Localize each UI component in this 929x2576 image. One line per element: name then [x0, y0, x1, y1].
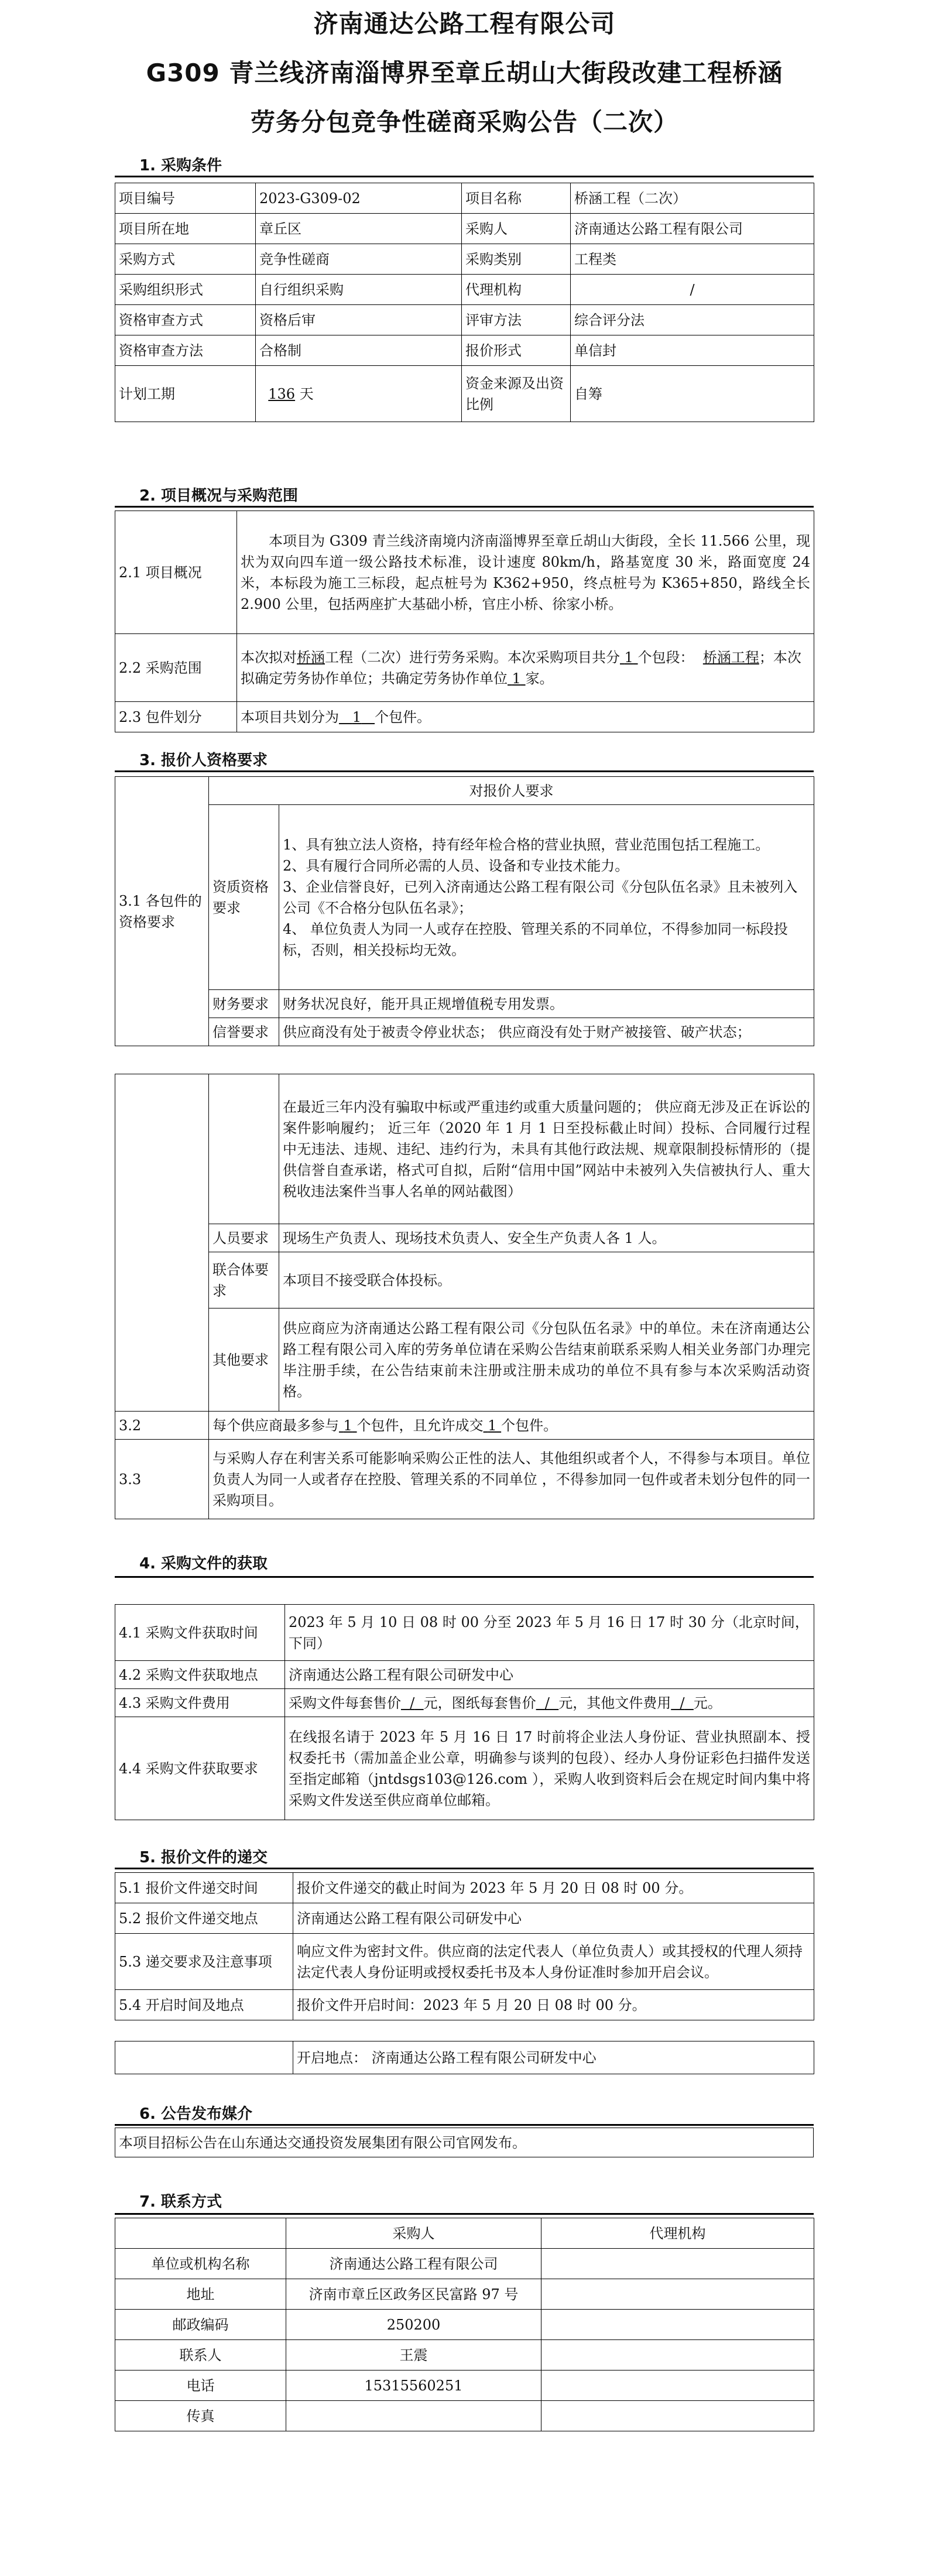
project-overview-text: 本项目为 G309 青兰线济南境内济南淄博界至章丘胡山大街段，全长 11.566 公里，现状为双向四车道一级公路技术标准，设计速度 80km/h，路基宽度 30 米，路面宽度 24 米，本标段为施工三标段，起点桩号为 K362+950，终点桩号为 K365+850，路线全长 2.900 公里，包括两座扩大基础小桥，官庄小桥、徐家小桥。 — [237, 511, 814, 634]
company-title: 济南通达公路工程有限公司 — [313, 9, 616, 38]
table-row — [115, 2371, 814, 2401]
text: 采购文件每套售价 — [289, 1694, 401, 1711]
table-row — [115, 275, 814, 305]
field-label: 项目所在地 — [115, 214, 256, 244]
field-label: 4.4 采购文件获取要求 — [115, 1717, 285, 1820]
table-row — [115, 1934, 814, 1990]
divider — [115, 176, 814, 177]
blank-cell — [209, 1074, 279, 1224]
table-row — [115, 1412, 814, 1440]
text: 元，图纸每套售价 — [423, 1694, 536, 1711]
field-value — [541, 2371, 814, 2401]
table-row — [115, 777, 814, 805]
underlined-value: 1 — [488, 1417, 497, 1434]
table-row — [115, 1990, 814, 2020]
field-label: 传真 — [115, 2401, 286, 2431]
table-row — [115, 1689, 814, 1717]
table-row — [115, 1440, 814, 1519]
divider — [115, 2124, 814, 2126]
field-value: 财务状况良好，能开具正规增值税专用发票。 — [279, 990, 814, 1018]
table-row — [115, 305, 814, 335]
field-label: 地址 — [115, 2279, 286, 2310]
text: 元。 — [693, 1694, 722, 1711]
field-value: 王震 — [286, 2340, 541, 2371]
field-label: 信誉要求 — [209, 1018, 279, 1046]
underlined-value: / — [544, 1694, 550, 1711]
contact-table — [115, 2218, 814, 2431]
field-label: 其他要求 — [209, 1308, 279, 1412]
list-item: 1、具有独立法人资格，持有经年检合格的营业执照，营业范围包括工程施工。 — [283, 836, 770, 853]
field-label: 评审方法 — [462, 305, 571, 335]
table-row — [115, 2340, 814, 2371]
field-value: 竞争性磋商 — [256, 244, 462, 275]
field-value: 响应文件为密封文件。供应商的法定代表人（单位负责人）或其授权的代理人须持法定代表人身份证明或授权委托书及本人身份证准时参加开启会议。 — [293, 1934, 814, 1990]
field-value: 济南通达公路工程有限公司 — [286, 2249, 541, 2279]
field-label: 资质资格要求 — [209, 805, 279, 990]
table-header: 代理机构 — [541, 2218, 814, 2249]
table-row — [115, 2279, 814, 2310]
text: 个包件。 — [375, 708, 431, 725]
text: 个包件。 — [501, 1417, 558, 1434]
field-value — [286, 2401, 541, 2431]
unit: 天 — [299, 385, 314, 402]
divider — [115, 770, 814, 772]
field-label: 5.4 开启时间及地点 — [115, 1990, 293, 2020]
divider — [115, 1576, 814, 1578]
notice-title: 劳务分包竞争性磋商采购公告（二次） — [250, 108, 678, 136]
list-item: 2、具有履行合同所必需的人员、设备和专业技术能力。 — [283, 857, 629, 874]
field-value: 供应商应为济南通达公路工程有限公司《分包队伍名录》中的单位。未在济南通达公路工程有限公司入库的劳务单位请在采购公告结束前联系采购人相关业务部门办理完毕注册手续，在公告结束前未注册或注册未成功的单位不具有参与本次采购活动资格。 — [279, 1308, 814, 1412]
project-title: G309 青兰线济南淄博界至章丘胡山大街段改建工程桥涵 — [146, 59, 783, 87]
field-value: 资格后审 — [256, 305, 462, 335]
field-value: 合格制 — [256, 335, 462, 366]
table-row — [115, 990, 814, 1018]
table-row — [115, 335, 814, 366]
field-value: 本项目招标公告在山东通达交通投资发展集团有限公司官网发布。 — [115, 2128, 814, 2157]
opening-location-table — [115, 2041, 814, 2074]
underlined-value: 1 — [624, 649, 633, 666]
field-value: 与采购人存在利害关系可能影响采购公正性的法人、其他组织或者个人，不得参与本项目。单位负责人为同一人或者存在控股、管理关系的不同单位 ，不得参加同一包件或者未划分包件的同一采购项目。 — [209, 1440, 814, 1519]
text: 个包件，且允许成交 — [356, 1417, 484, 1434]
divider — [115, 506, 814, 508]
duration-days: 136 — [268, 385, 296, 402]
section-1-heading: 1. 采购条件 — [139, 157, 222, 174]
field-label: 邮政编码 — [115, 2310, 286, 2340]
field-value: 自筹 — [571, 366, 814, 422]
table-row — [115, 1308, 814, 1412]
table-row — [115, 1224, 814, 1252]
table-row — [115, 2310, 814, 2340]
text: 个包段： — [637, 649, 694, 666]
table-row — [115, 702, 814, 732]
field-label: 3.3 — [115, 1440, 209, 1519]
table-header — [115, 2218, 286, 2249]
table-row — [115, 511, 814, 634]
field-label: 资金来源及出资比例 — [462, 366, 571, 422]
field-label: 2.2 采购范围 — [115, 634, 237, 702]
field-value: 现场生产负责人、现场技术负责人、安全生产负责人各 1 人。 — [279, 1224, 814, 1252]
table-row — [115, 805, 814, 990]
table-header: 采购人 — [286, 2218, 541, 2249]
field-label: 4.1 采购文件获取时间 — [115, 1605, 285, 1661]
field-label: 3.2 — [115, 1412, 209, 1440]
underlined-value: 1 — [343, 1417, 352, 1434]
field-label: 单位或机构名称 — [115, 2249, 286, 2279]
table-row — [115, 634, 814, 702]
package-text — [237, 702, 814, 732]
field-value: 综合评分法 — [571, 305, 814, 335]
text: 本项目共划分为 — [241, 708, 339, 725]
field-value: 在线报名请于 2023 年 5 月 16 日 17 时前将企业法人身份证、营业执照副本、授权委托书（需加盖企业公章，明确参与谈判的包段）、经办人身份证彩色扫描件发送至指定邮箱（jntdsgs103@126.com ），采购人收到资料后会在规定时间内集中将采购文件发送至供应商单位邮箱。 — [285, 1717, 814, 1820]
field-value: 济南通达公路工程有限公司研发中心 — [293, 1903, 814, 1934]
field-value: 本项目不接受联合体投标。 — [279, 1252, 814, 1308]
text: 本次拟对 — [241, 649, 297, 666]
table-row — [115, 1717, 814, 1820]
section-5-heading: 5. 报价文件的递交 — [139, 1849, 268, 1866]
field-value — [541, 2340, 814, 2371]
table-row — [115, 366, 814, 422]
table-row — [115, 1903, 814, 1934]
field-label: 报价形式 — [462, 335, 571, 366]
table-row — [115, 214, 814, 244]
field-value: / — [571, 275, 814, 305]
field-value — [256, 366, 462, 422]
table-row — [115, 2128, 814, 2157]
field-value: 2023-G309-02 — [256, 183, 462, 214]
field-label: 采购人 — [462, 214, 571, 244]
table-row — [115, 1605, 814, 1661]
underlined-value: 桥涵工程 — [702, 649, 759, 666]
field-value — [541, 2249, 814, 2279]
field-label: 4.2 采购文件获取地点 — [115, 1661, 285, 1689]
purchase-conditions-table — [115, 183, 814, 422]
field-label: 联系人 — [115, 2340, 286, 2371]
media-table — [115, 2128, 814, 2157]
credit-requirements-continued: 在最近三年内没有骗取中标或严重违约或重大质量问题的； 供应商无涉及正在诉讼的案件影响履约； 近三年（2020 年 1 月 1 日至投标截止时间）投标、合同履行过程中无违法、违规、违纪、违约行为，未具有其他行政法规、规章限制投标情形的（提供信誉自查承诺，格式可自拟，后附“信用中国”网站中未被列入失信被执行人、重大税收违法案件当事人名单的网站截图） — [279, 1074, 814, 1224]
field-value — [541, 2279, 814, 2310]
project-overview-table — [115, 511, 814, 732]
list-item: 3、企业信誉良好，已列入济南通达公路工程有限公司《分包队伍名录》且未被列入公司《不合格分包队伍名录》； — [283, 878, 798, 916]
table-header: 对报价人要求 — [209, 777, 814, 805]
field-label: 2.3 包件划分 — [115, 702, 237, 732]
table-row — [115, 1074, 814, 1224]
text: 元，其他文件费用 — [558, 1694, 671, 1711]
text: 工程（二次）进行劳务采购。本次采购项目共分 — [325, 649, 620, 666]
field-label: 联合体要求 — [209, 1252, 279, 1308]
field-value: 单信封 — [571, 335, 814, 366]
text: 家。 — [525, 670, 554, 687]
field-value: 报价文件开启时间：2023 年 5 月 20 日 08 时 00 分。 — [293, 1990, 814, 2020]
divider — [115, 2213, 814, 2215]
divider — [115, 1868, 814, 1869]
table-row — [115, 1018, 814, 1046]
field-label: 资格审查方式 — [115, 305, 256, 335]
field-value: 工程类 — [571, 244, 814, 275]
field-value: 济南市章丘区政务区民富路 97 号 — [286, 2279, 541, 2310]
table-row — [115, 244, 814, 275]
field-label: 项目编号 — [115, 183, 256, 214]
section-4-heading: 4. 采购文件的获取 — [139, 1555, 268, 1573]
field-value: 济南通达公路工程有限公司 — [571, 214, 814, 244]
field-value: 自行组织采购 — [256, 275, 462, 305]
table-row — [115, 2401, 814, 2431]
field-label: 2.1 项目概况 — [115, 511, 237, 634]
field-value: 开启地点： 济南通达公路工程有限公司研发中心 — [293, 2041, 814, 2074]
section-7-heading: 7. 联系方式 — [139, 2193, 222, 2211]
qualification-label: 3.1 各包件的资格要求 — [115, 777, 209, 1046]
submission-table — [115, 1872, 814, 2020]
field-value — [209, 1412, 814, 1440]
qualification-list — [279, 805, 814, 990]
scope-text — [237, 634, 814, 702]
field-value: 供应商没有处于被责令停业状态； 供应商没有处于财产被接管、破产状态； — [279, 1018, 814, 1046]
section-6-heading: 6. 公告发布媒介 — [139, 2105, 253, 2123]
field-label: 计划工期 — [115, 366, 256, 422]
table-row — [115, 1252, 814, 1308]
field-value: 桥涵工程（二次） — [571, 183, 814, 214]
field-value: 2023 年 5 月 10 日 08 时 00 分至 2023 年 5 月 16 日 17 时 30 分（北京时间，下同） — [285, 1605, 814, 1661]
field-value — [285, 1689, 814, 1717]
field-label: 采购组织形式 — [115, 275, 256, 305]
field-label: 人员要求 — [209, 1224, 279, 1252]
field-label: 5.1 报价文件递交时间 — [115, 1873, 293, 1903]
text: 每个供应商最多参与 — [212, 1417, 339, 1434]
field-label: 电话 — [115, 2371, 286, 2401]
field-value: 济南通达公路工程有限公司研发中心 — [285, 1661, 814, 1689]
field-label: 代理机构 — [462, 275, 571, 305]
field-value: 报价文件递交的截止时间为 2023 年 5 月 20 日 08 时 00 分。 — [293, 1873, 814, 1903]
table-row — [115, 2218, 814, 2249]
qualification-table-continued — [115, 1074, 814, 1519]
table-row — [115, 183, 814, 214]
qualification-table — [115, 776, 814, 1046]
text: ；本次拟确定劳务协作单位；共确定劳务协作单位 — [241, 649, 801, 687]
field-label: 采购方式 — [115, 244, 256, 275]
document-acquisition-table — [115, 1604, 814, 1820]
field-label: 采购类别 — [462, 244, 571, 275]
table-row — [115, 1873, 814, 1903]
field-label: 5.2 报价文件递交地点 — [115, 1903, 293, 1934]
list-item: 4、 单位负责人为同一人或存在控股、管理关系的不同单位，不得参加同一标段投标，否则，相关投标均无效。 — [283, 920, 788, 958]
section-3-heading: 3. 报价人资格要求 — [139, 752, 268, 769]
section-2-heading: 2. 项目概况与采购范围 — [139, 487, 299, 505]
field-value: 250200 — [286, 2310, 541, 2340]
blank-cell — [115, 1074, 209, 1412]
field-label: 4.3 采购文件费用 — [115, 1689, 285, 1717]
field-value — [541, 2310, 814, 2340]
underlined-value: 1 — [352, 708, 362, 725]
blank-cell — [115, 2041, 293, 2074]
table-row — [115, 2041, 814, 2074]
field-value — [541, 2401, 814, 2431]
underlined-value: 1 — [512, 670, 521, 687]
field-value: 15315560251 — [286, 2371, 541, 2401]
underlined-value: / — [410, 1694, 415, 1711]
underlined-value: 桥涵 — [297, 649, 325, 666]
field-value: 章丘区 — [256, 214, 462, 244]
field-label: 项目名称 — [462, 183, 571, 214]
field-label: 5.3 递交要求及注意事项 — [115, 1934, 293, 1990]
table-row — [115, 1661, 814, 1689]
underlined-value: / — [680, 1694, 685, 1711]
field-label: 财务要求 — [209, 990, 279, 1018]
field-label: 资格审查方法 — [115, 335, 256, 366]
table-row — [115, 2249, 814, 2279]
